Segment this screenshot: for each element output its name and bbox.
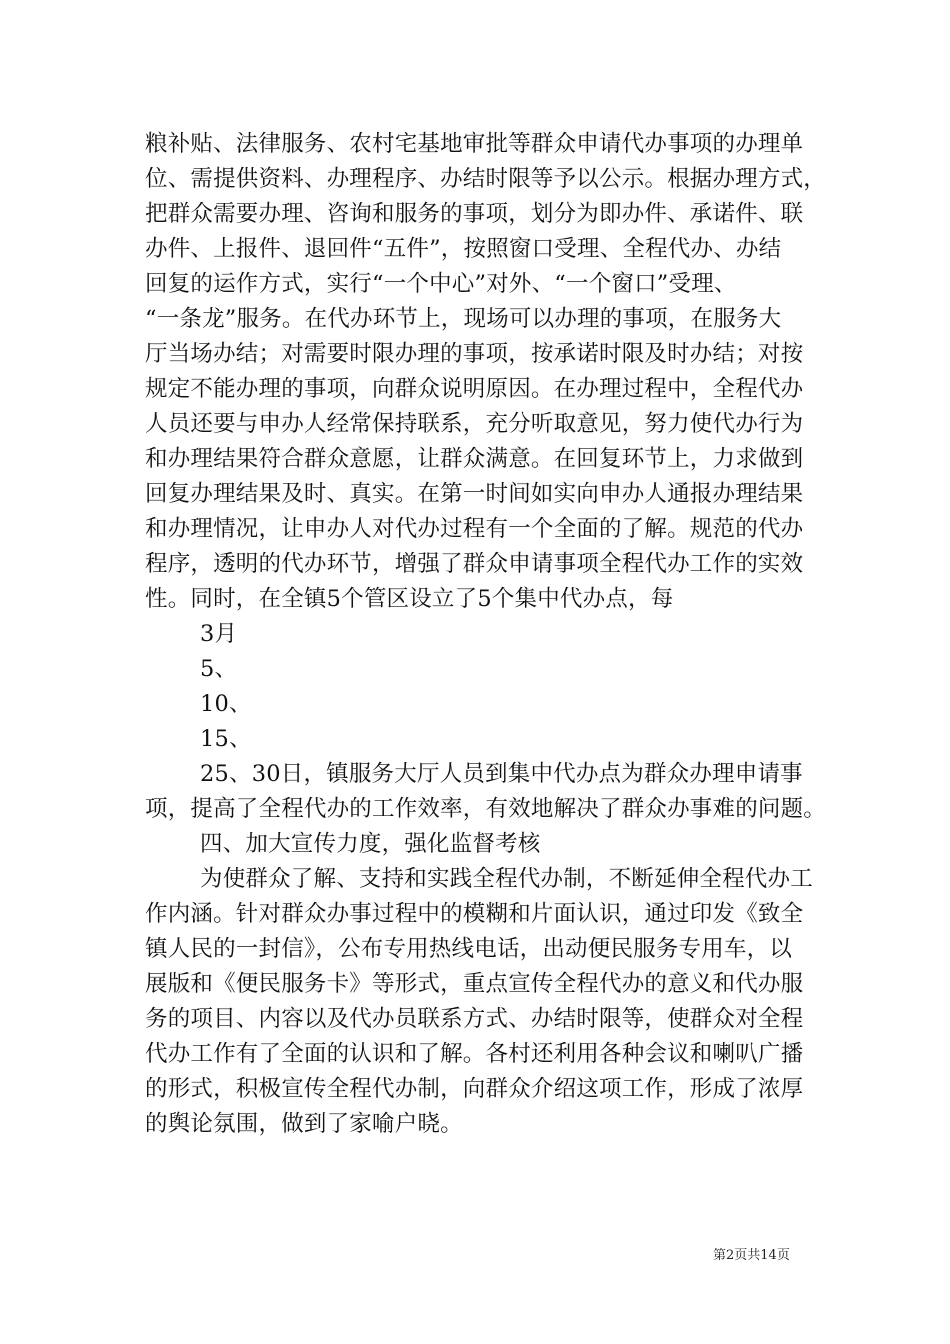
- text-line: 5、: [200, 656, 238, 682]
- text-line: 的舆论氛围，做到了家喻户晓。: [145, 1111, 463, 1137]
- text-line: 作内涵。针对群众办事过程中的模糊和片面认识，通过印发《致全: [145, 901, 804, 927]
- text-line: 把群众需要办理、咨询和服务的事项，划分为即办件、承诺件、联: [145, 201, 804, 227]
- text-line: 厅当场办结；对需要时限办理的事项，按承诺时限及时办结；对按: [145, 341, 804, 367]
- text-line: 镇人民的一封信》，公布专用热线电话，出动便民服务专用车，以: [145, 936, 793, 962]
- text-line: 规定不能办理的事项，向群众说明原因。在办理过程中，全程代办: [145, 376, 804, 402]
- text-line: 项，提高了全程代办的工作效率，有效地解决了群众办事难的问题。: [145, 796, 827, 822]
- text-line: 回复办理结果及时、真实。在第一时间如实向申办人通报办理结果: [145, 481, 804, 507]
- text-line: 10、: [200, 691, 252, 717]
- text-line: 和办理结果符合群众意愿，让群众满意。在回复环节上，力求做到: [145, 446, 804, 472]
- text-line: 粮补贴、法律服务、农村宅基地审批等群众申请代办事项的办理单: [145, 131, 804, 157]
- text-line: 人员还要与申办人经常保持联系，充分听取意见，努力使代办行为: [145, 411, 804, 437]
- text-line: 回复的运作方式，实行“一个中心”对外、“一个窗口”受理、: [145, 271, 737, 297]
- text-line: 展版和《便民服务卡》等形式，重点宣传全程代办的意义和代办服: [145, 971, 804, 997]
- text-line: 为使群众了解、支持和实践全程代办制，不断延伸全程代办工: [200, 866, 813, 892]
- text-line: 3月: [200, 621, 238, 647]
- text-line: 位、需提供资料、办理程序、办结时限等予以公示。根据办理方式，: [145, 166, 827, 192]
- text-line: 15、: [200, 726, 252, 752]
- text-line: 性。同时，在全镇5个管区设立了5个集中代办点，每: [145, 586, 674, 612]
- text-line: “一条龙”服务。在代办环节上，现场可以办理的事项，在服务大: [145, 306, 782, 332]
- page-number: 第2页共14页: [713, 1248, 790, 1263]
- text-line: 办件、上报件、退回件“五件”，按照窗口受理、全程代办、办结: [145, 236, 782, 262]
- text-line: 25、30日，镇服务大厅人员到集中代办点为群众办理申请事: [200, 761, 803, 787]
- text-line: 代办工作有了全面的认识和了解。各村还利用各种会议和喇叭广播: [145, 1041, 804, 1067]
- section-heading: 四、加大宣传力度，强化监督考核: [200, 831, 541, 857]
- text-line: 务的项目、内容以及代办员联系方式、办结时限等，使群众对全程: [145, 1006, 804, 1032]
- text-line: 和办理情况，让申办人对代办过程有一个全面的了解。规范的代办: [145, 516, 804, 542]
- text-line: 程序，透明的代办环节，增强了群众申请事项全程代办工作的实效: [145, 551, 804, 577]
- text-line: 的形式，积极宣传全程代办制，向群众介绍这项工作，形成了浓厚: [145, 1076, 804, 1102]
